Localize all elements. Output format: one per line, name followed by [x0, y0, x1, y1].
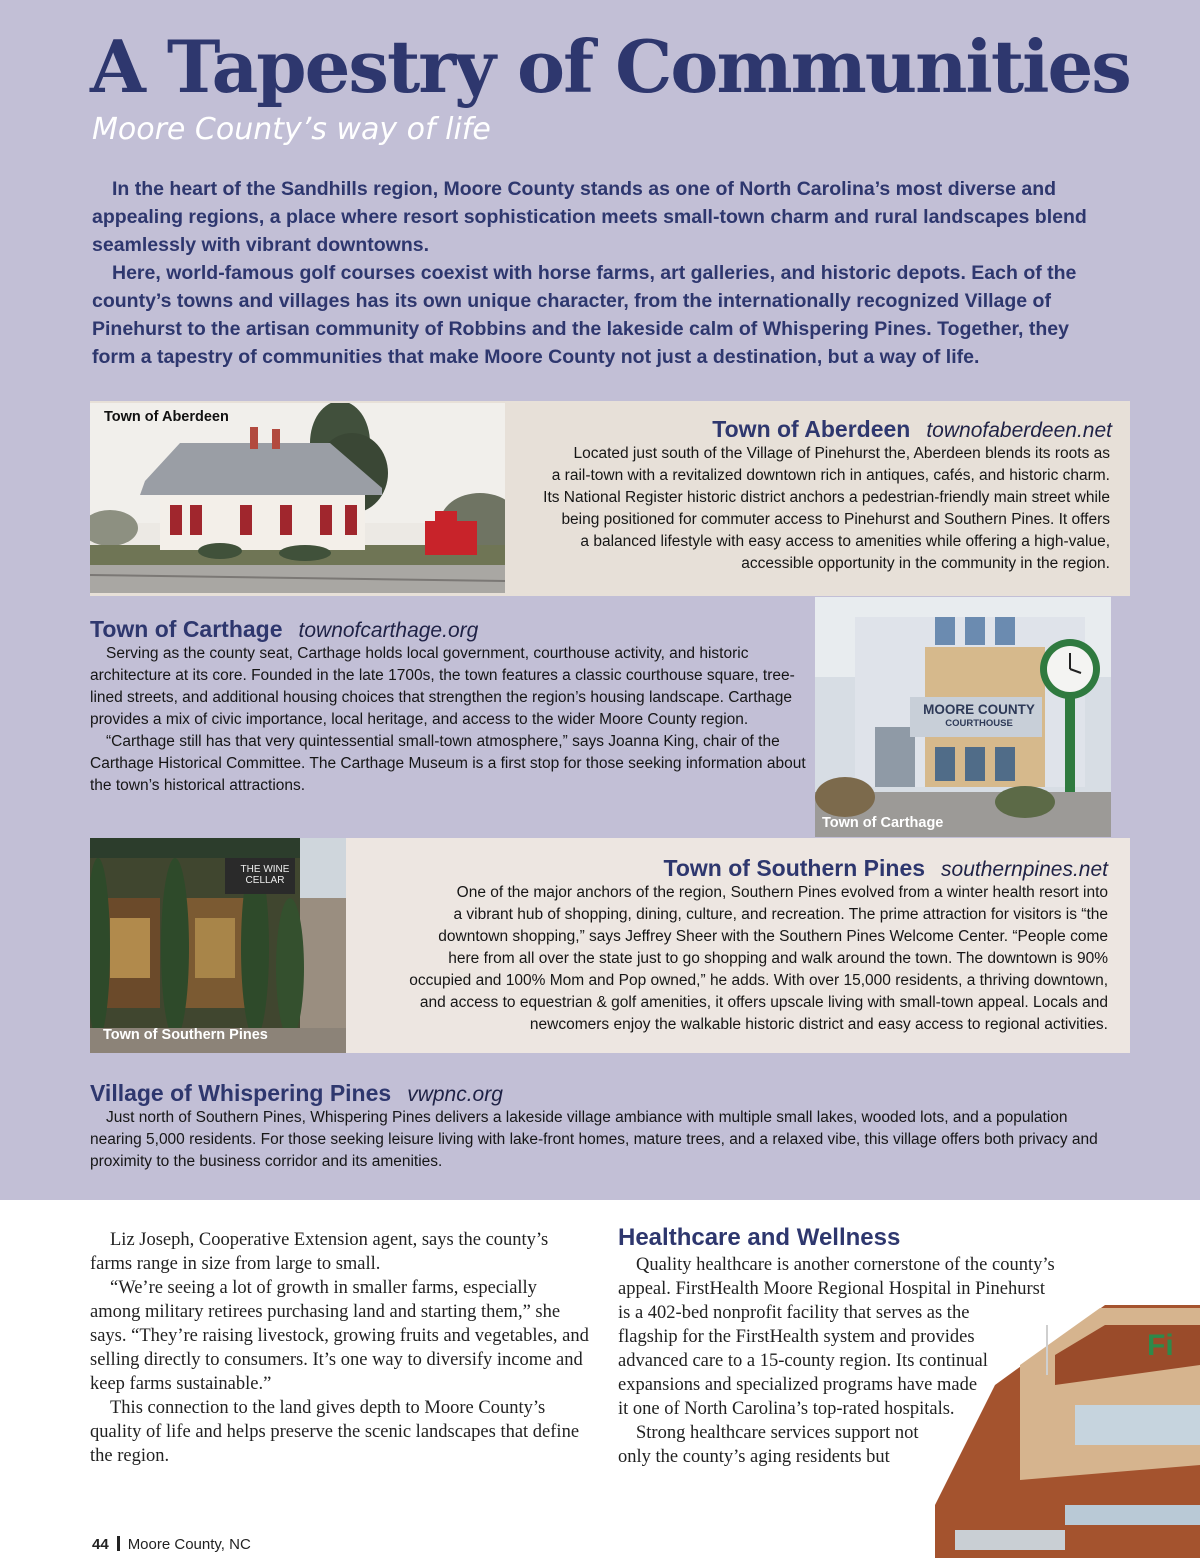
wine-cellar-sign-line: CELLAR [245, 875, 285, 886]
courthouse-sign-line: MOORE COUNTY [923, 702, 1035, 717]
whispering-pines-heading [90, 1080, 503, 1107]
carthage-paragraph: Serving as the county seat, Carthage holds local government, courthouse activity, and historic architecture at its core. Founded in the late 1700s, the town features a classic courthouse square, tree-lined streets, and additional housing choices that strengthen the region’s housing landscape. Carthage provides a mix of civic importance, local heritage, and access to the wider Moore County region. [90, 645, 795, 728]
southern-pines-storefront-illustration [90, 838, 346, 1053]
southern-pines-line: downtown shopping,” says Jeffrey Sheer with the Southern Pines Welcome Center. “People come [438, 928, 1108, 945]
page-number: 44 [92, 1536, 109, 1553]
whispering-pines-name: Village of Whispering Pines [90, 1080, 392, 1106]
southern-pines-name: Town of Southern Pines [663, 855, 926, 881]
footer-divider [117, 1536, 120, 1551]
healthcare-line: Strong healthcare services support not [636, 1423, 919, 1443]
southern-pines-line: a vibrant hub of shopping, dining, culture, and recreation. The prime attraction for visitors is “the [453, 906, 1108, 923]
healthcare-line: appeal. FirstHealth Moore Regional Hospital in Pinehurst [618, 1279, 1045, 1299]
aberdeen-line: Its National Register historic district anchors a pedestrian-friendly main street while [543, 489, 1110, 506]
carthage-url[interactable]: townofcarthage.org [298, 619, 479, 642]
southern-pines-line: newcomers enjoy the walkable historic district and easy access to regional activities. [529, 1016, 1108, 1033]
southern-pines-line: occupied and 100% Mom and Pop owned,” he adds. With over 15,000 residents, a thriving downtown, [409, 972, 1108, 989]
whispering-pines-text [90, 1107, 1120, 1173]
carthage-photo-caption: Town of Carthage [822, 815, 944, 831]
healthcare-line: only the county’s aging residents but [618, 1447, 890, 1467]
aberdeen-name: Town of Aberdeen [712, 416, 911, 442]
farms-paragraph: This connection to the land gives depth to Moore County’s quality of life and helps preserve the scenic landscapes that define the region. [90, 1398, 580, 1466]
whispering-pines-url[interactable]: vwpnc.org [407, 1083, 503, 1106]
southern-pines-heading [664, 855, 1108, 882]
carthage-heading [90, 616, 478, 643]
aberdeen-depot-illustration [90, 403, 505, 593]
farms-column [90, 1228, 590, 1468]
wine-cellar-sign-line: THE WINE [240, 864, 290, 875]
intro-text [92, 175, 1112, 371]
aberdeen-heading [712, 416, 1112, 443]
intro-paragraph: Here, world-famous golf courses coexist with horse farms, art galleries, and historic depots. Each of the county’s towns and villages has its own unique character, from the internationally recognized Village of Pinehurst to the artisan community of Robbins and the lakeside calm of Whispering Pines. Together, they form a tapestry of communities that make Moore County not just a destination, but a way of life. [92, 262, 1077, 368]
page-title: A Tapestry of Communities [90, 24, 1130, 109]
carthage-name: Town of Carthage [90, 616, 283, 642]
healthcare-line: advanced care to a 15-county region. Its continual [618, 1351, 988, 1371]
courthouse-sign-line: COURTHOUSE [945, 718, 1013, 729]
southern-pines-photo-caption: Town of Southern Pines [103, 1027, 268, 1043]
aberdeen-url[interactable]: townofaberdeen.net [926, 419, 1112, 442]
healthcare-line: Quality healthcare is another cornerstone of the county’s [636, 1255, 1055, 1275]
carthage-photo [815, 597, 1111, 837]
whispering-pines-paragraph: Just north of Southern Pines, Whispering Pines delivers a lakeside village ambiance with multiple small lakes, wooded lots, and a population nearing 5,000 residents. For those seeking leisure living with lake-front homes, mature trees, and a relaxed vibe, this village offers both privacy and proximity to the business corridor and its amenities. [90, 1109, 1098, 1170]
healthcare-line: expansions and specialized programs have made [618, 1375, 978, 1395]
aberdeen-line: accessible opportunity in the community in the region. [741, 555, 1110, 572]
healthcare-line: is a 402-bed nonprofit facility that serves as the [618, 1303, 970, 1323]
healthcare-heading: Healthcare and Wellness [618, 1224, 901, 1251]
publication-name: Moore County, NC [127, 1536, 251, 1553]
aberdeen-line: a rail-town with a revitalized downtown rich in antiques, cafés, and historic charm. [551, 467, 1110, 484]
page-subtitle: Moore County’s way of life [92, 112, 491, 147]
aberdeen-text [490, 443, 1110, 575]
farms-paragraph: Liz Joseph, Cooperative Extension agent, says the county’s farms range in size from large to small. [90, 1230, 549, 1274]
aberdeen-line: a balanced lifestyle with easy access to amenities while offering a high-value, [580, 533, 1110, 550]
aberdeen-photo-caption: Town of Aberdeen [104, 409, 229, 425]
wine-cellar-sign [235, 864, 295, 886]
hospital-photo [935, 1305, 1200, 1558]
aberdeen-photo [90, 403, 505, 593]
southern-pines-line: One of the major anchors of the region, Southern Pines evolved from a winter health resort into [456, 884, 1108, 901]
southern-pines-photo [90, 838, 346, 1053]
healthcare-line: it one of North Carolina’s top-rated hospitals. [618, 1399, 955, 1419]
aberdeen-line: Located just south of the Village of Pinehurst the, Aberdeen blends its roots as [573, 445, 1110, 462]
southern-pines-line: and access to equestrian & golf amenities, it offers upscale living with small-town appeal. Locals and [419, 994, 1108, 1011]
southern-pines-url[interactable]: southernpines.net [941, 858, 1108, 881]
hospital-sign: Fi [1147, 1329, 1174, 1362]
intro-paragraph: In the heart of the Sandhills region, Moore County stands as one of North Carolina’s most diverse and appealing regions, a place where resort sophistication meets small-town charm and rural landscapes blend seamlessly with vibrant downtowns. [92, 178, 1087, 256]
southern-pines-line: here from all over the state just to go shopping and walk around the town. The downtown is 90% [448, 950, 1108, 967]
carthage-paragraph: “Carthage still has that very quintessential small-town atmosphere,” says Joanna King, chair of the Carthage Historical Committee. The Carthage Museum is a first stop for those seeking information about the town’s historical attractions. [90, 733, 806, 794]
healthcare-line: flagship for the FirstHealth system and provides [618, 1327, 975, 1347]
carthage-text [90, 643, 812, 797]
farms-paragraph: “We’re seeing a lot of growth in smaller farms, especially among military retirees purchasing land and starting them,” she says. “They’re raising livestock, growing fruits and vegetables, and selling directly to consumers. It’s one way to diversify income and keep farms sustainable.” [90, 1278, 589, 1394]
southern-pines-text [348, 882, 1108, 1036]
aberdeen-line: being positioned for commuter access to Pinehurst and Southern Pines. It offers [561, 511, 1110, 528]
courthouse-sign [907, 703, 1051, 731]
page-footer [92, 1536, 251, 1553]
